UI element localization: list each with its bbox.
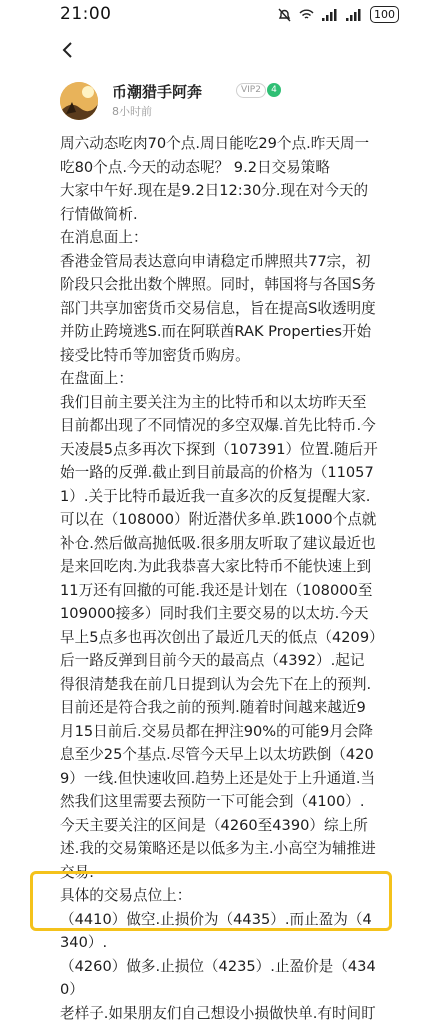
highlight-box [30,871,392,931]
avatar[interactable] [60,82,98,120]
paragraph-greeting: 大家中午好.现在是9.2日12:30分.现在对今天的行情做简析. [60,179,378,226]
signal-1-icon [322,9,338,21]
paragraph-news: 香港金管局表达意向申请稳定币牌照共77宗，初阶段只会批出数个牌照。同时，韩国将与各国S务部门共享加密货币交易信息，旨在提高S收透明度并防止跨境逃S.而在阿联酋RAK Properties开始接受比特币等加密货币购房。 [60,250,378,368]
signal-2-icon [346,9,362,21]
author-name[interactable]: 币潮猎手阿奔 [112,81,202,102]
post-time: 8小时前 [112,103,152,119]
paragraph-points-heading: 具体的交易点位上： [60,884,378,908]
clock: 21:00 [60,4,112,24]
author-header[interactable] [60,80,400,120]
bell-off-icon [278,8,291,22]
level-badge: 4 [267,83,281,97]
paragraph-title: 周六动态吃肉70个点.周日能吃29个点.昨天周一吃80个点.今天的动态呢？ 9.2日交易策略 [60,132,378,179]
paragraph-news-heading: 在消息面上： [60,226,378,250]
back-arrow-icon[interactable] [58,40,78,60]
paragraph-long-trade: （4260）做多.止损位（4235）.止盈价是（4340） [60,955,378,1002]
status-icons [278,6,399,23]
battery-icon: 100 [370,6,399,23]
paragraph-market: 我们目前主要关注为主的比特币和以太坊昨天至目前都出现了不同情况的多空双爆.首先比特币.今天凌晨5点多再次下探到（107391）位置.随后开始一路的反弹.截止到目前最高的价格为（110571）.关于比特币最近我一直多次的反复提醒大家.可以在（108000）附近潜伏多单.跌1000个点就补仓.然后做高抛低吸.很多朋友听取了建议最近也是来回吃肉.为此我恭喜大家比特币不能快速上到11万还有回撤的可能.我还是计划在（108000至109000接多）同时我们主要交易的以太坊.今天早上5点多也再次创出了最近几天的低点（4209）后一路反弹到目前今天的最高点（4392）.起记得很清楚我在前几日提到认为会先下在上的预判.目前还是符合我之前的预判.随着时间越来越近9月15日前后.交易员都在押注90%的可能9月会降息至少25个基点.尽管今天早上以太坊跌倒（4209）一线.但快速收回.趋势上还是处于上升通道.当然我们这里需要去预防一下可能会到（4100）.今天主要关注的区间是（4260至4390）综上所述.我的交易策略还是以低多为主.小高空为辅推进交易. [60,391,378,885]
paragraph-advice: 老样子.如果朋友们自己想设小损做快单.有时间盯 [60,1002,378,1025]
wifi-icon [299,9,314,21]
paragraph-short-trade: （4410）做空.止损价为（4435）.而止盈为（4340）. [60,908,378,955]
paragraph-market-heading: 在盘面上： [60,367,378,391]
status-bar [0,0,443,30]
vip-badge: VIP2 [236,83,266,98]
